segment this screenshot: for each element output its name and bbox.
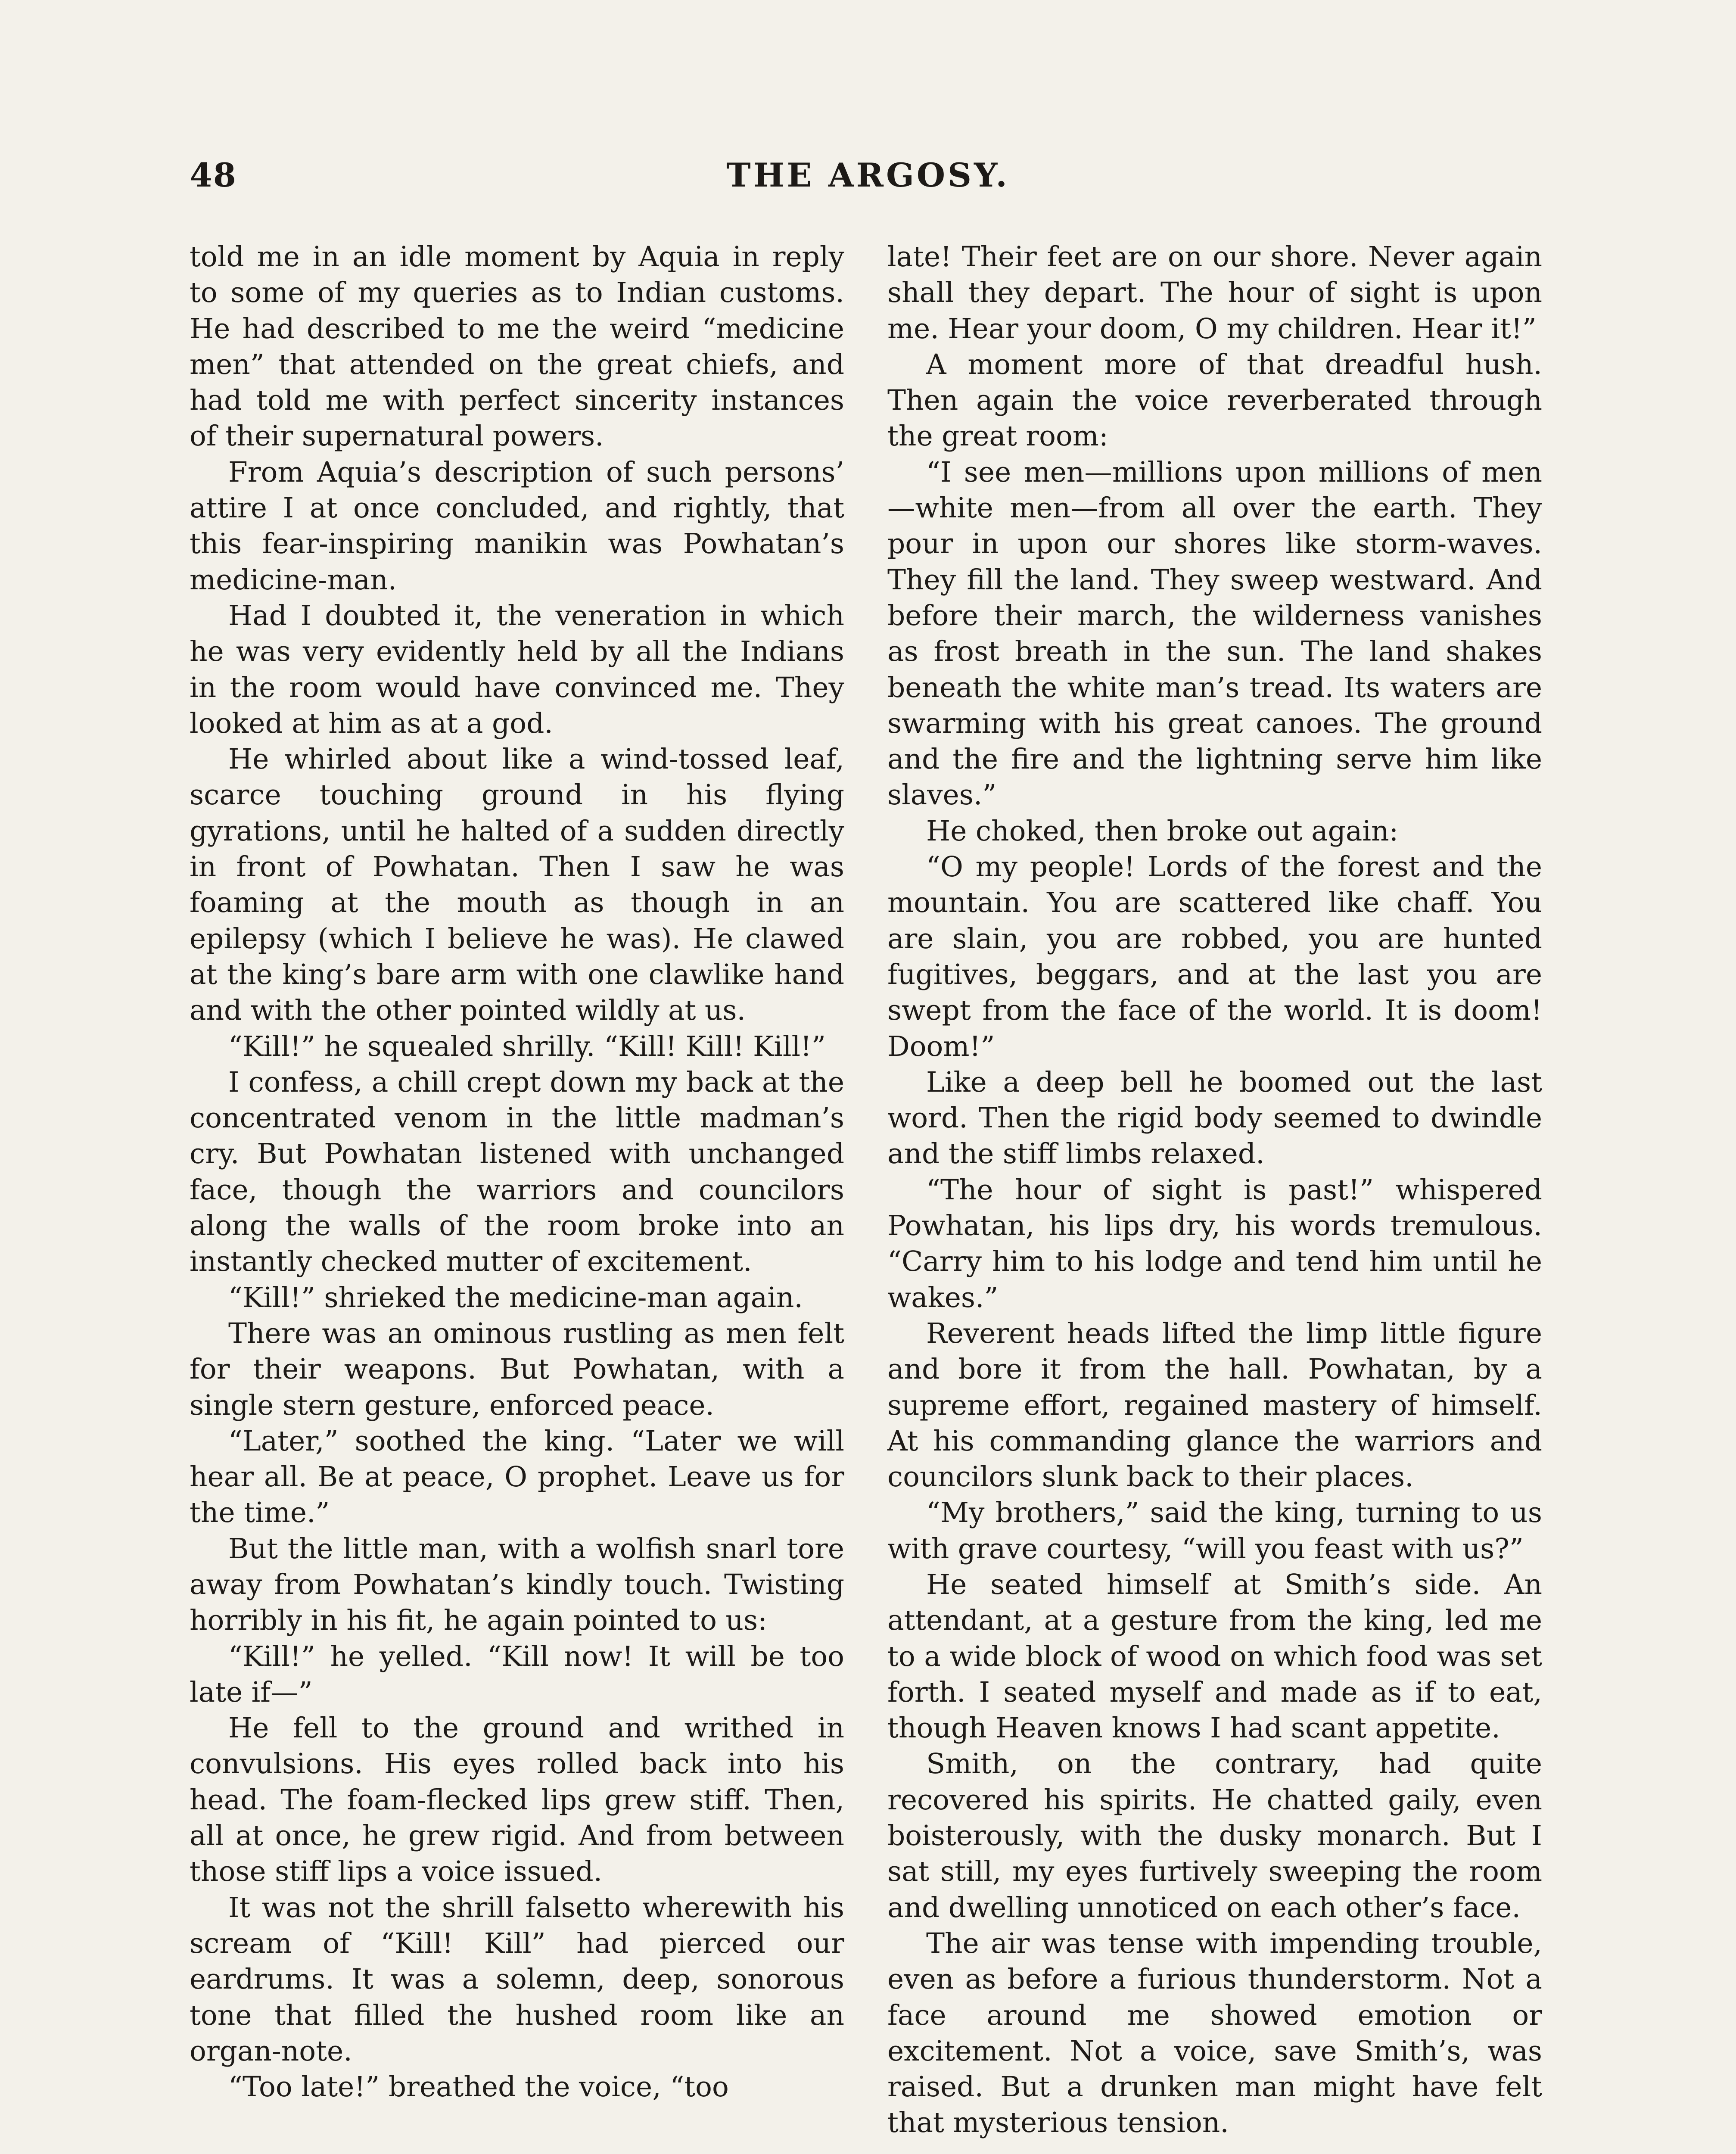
paragraph: Like a deep bell he boomed out the last word. Then the rigid body seemed to dwindle and the stiff limbs relaxed. (887, 1066, 1542, 1170)
paragraph: The air was tense with impending trouble, even as before a furious thunderstorm. Not a face around me showed emotion or excitement. Not a voice, save Smith’s, was raised. But a drunken man might have felt that mysterious tension. (887, 1927, 1542, 2139)
right-column (887, 239, 1542, 2141)
paragraph: “Later,” soothed the king. “Later we will hear all. Be at peace, O prophet. Leave us for the time.” (190, 1425, 844, 1529)
paragraph: There was an ominous rustling as men felt for their weapons. But Powhatan, with a single stern gesture, enforced peace. (190, 1317, 844, 1422)
paragraph: But the little man, with a wolfish snarl tore away from Powhatan’s kindly touch. Twisting horribly in his fit, he again pointed to us: (190, 1532, 844, 1637)
paragraph: told me in an idle moment by Aquia in reply to some of my queries as to Indian customs. He had described to me the weird “medicine men” that attended on the great chiefs, and had told me with perfect sincerity instances of their supernatural powers. (190, 241, 844, 453)
paragraph: He whirled about like a wind-tossed leaf, scarce touching ground in his flying gyrations, until he halted of a sudden directly in front of Powhatan. Then I saw he was foaming at the mouth as though in an epilepsy (which I believe he was). He clawed at the king’s bare arm with one clawlike hand and with the other pointed wildly at us. (190, 743, 844, 1027)
paragraph: A moment more of that dreadful hush. Then again the voice reverberated through the great room: (887, 348, 1542, 453)
paragraph: He choked, then broke out again: (926, 815, 1399, 847)
paragraph: Reverent heads lifted the limp little figure and bore it from the hall. Powhatan, by a supreme effort, regained mastery of himself. At his commanding glance the warriors and councilors slunk back to their places. (887, 1317, 1542, 1494)
paragraph: “Too late!” breathed the voice, “too (228, 2071, 729, 2104)
paragraph: From Aquia’s description of such persons’ attire I at once concluded, and rightly, that this fear-inspiring manikin was Powhatan’s medicine-man. (190, 456, 844, 596)
paragraph: He seated himself at Smith’s side. An attendant, at a gesture from the king, led me to a wide block of wood on which food was set forth. I seated myself and made as if to eat, though Heaven knows I had scant appetite. (887, 1568, 1542, 1745)
paragraph: “Kill!” he squealed shrilly. “Kill! Kill! Kill!” (228, 1030, 826, 1063)
paragraph: I confess, a chill crept down my back at the concentrated venom in the little madman’s cry. But Powhatan listened with unchanged face, though the warriors and councilors along the walls of the room broke into an instantly checked mutter of excitement. (190, 1066, 844, 1278)
page-number: 48 (190, 156, 237, 194)
paragraph: “My brothers,” said the king, turning to us with grave courtesy, “will you feast with us?” (887, 1497, 1542, 1565)
paragraph: “I see men—millions upon millions of men—white men—from all over the earth. They pour in upon our shores like storm-waves. They fill the land. They sweep westward. And before their march, the wilderness vanishes as frost breath in the sun. The land shakes beneath the white man’s tread. Its waters are swarming with his great canoes. The ground and the fire and the lightning serve him like slaves.” (887, 456, 1542, 812)
paragraph: He fell to the ground and writhed in convulsions. His eyes rolled back into his head. The foam-flecked lips grew stiff. Then, all at once, he grew rigid. And from between those stiff lips a voice issued. (190, 1712, 844, 1888)
paragraph: Smith, on the contrary, had quite recovered his spirits. He chatted gaily, even boisterously, with the dusky monarch. But I sat still, my eyes furtively sweeping the room and dwelling unnoticed on each other’s face. (887, 1748, 1542, 1924)
paragraph: It was not the shrill falsetto wherewith his scream of “Kill! Kill” had pierced our eardrums. It was a solemn, deep, sonorous tone that filled the hushed room like an organ-note. (190, 1891, 844, 2067)
paragraph: “Kill!” he yelled. “Kill now! It will be too late if—” (190, 1640, 844, 1709)
running-head-title: THE ARGOSY. (726, 156, 1010, 194)
paragraph: “Kill!” shrieked the medicine-man again. (228, 1281, 803, 1314)
paragraph: late! Their feet are on our shore. Never again shall they depart. The hour of sight is upon me. Hear your doom, O my children. Hear it!” (887, 241, 1542, 345)
left-column (190, 239, 844, 2105)
paragraph: “The hour of sight is past!” whispered Powhatan, his lips dry, his words tremulous. “Carry him to his lodge and tend him until he wakes.” (887, 1173, 1542, 1314)
paragraph: “O my people! Lords of the forest and the mountain. You are scattered like chaff. You are slain, you are robbed, you are hunted fugitives, beggars, and at the last you are swept from the face of the world. It is doom! Doom!” (887, 851, 1542, 1063)
paragraph: Had I doubted it, the veneration in which he was very evidently held by all the Indians in the room would have convinced me. They looked at him as at a god. (190, 599, 844, 740)
